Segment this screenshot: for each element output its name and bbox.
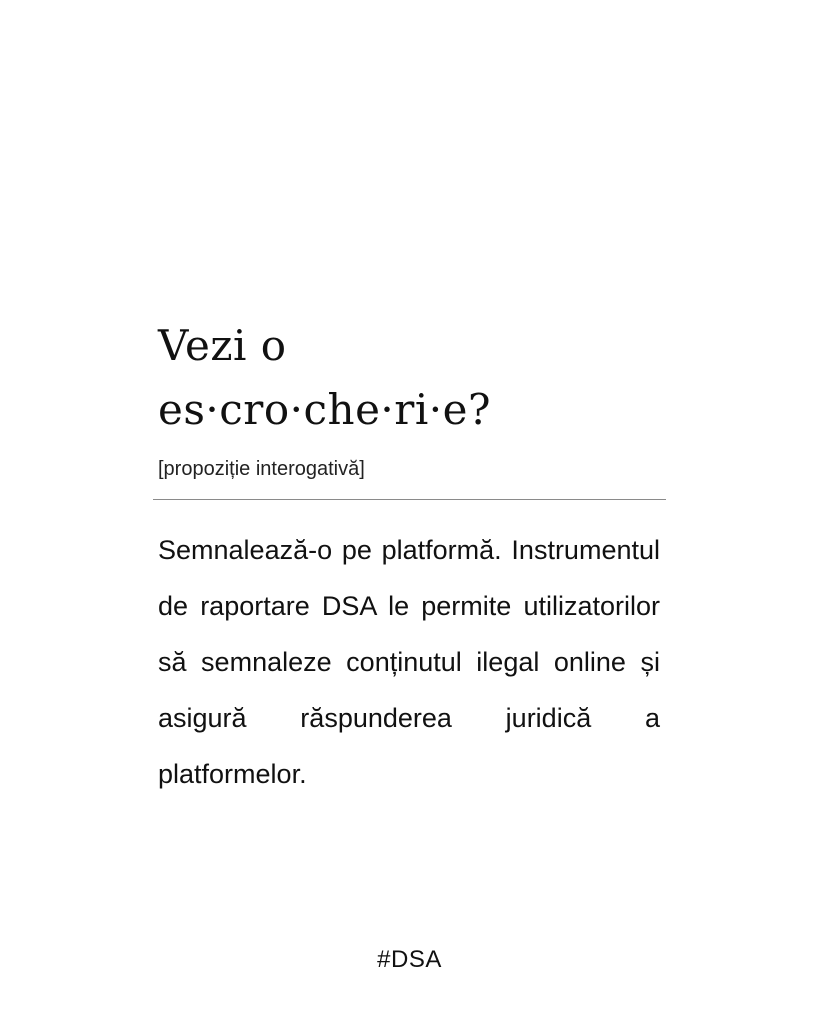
definition-text: Semnalează-o pe platformă. Instrumentul de raportare DSA le permite utilizatorilor să semnaleze conținutul ilegal online și asigură răspunderea juridică a platformelor. <box>158 535 660 789</box>
hashtag-label: #DSA <box>377 946 442 973</box>
headword-line-1: Vezi o <box>158 321 287 370</box>
part-of-speech-label: [propoziție interogativă] <box>158 458 365 480</box>
headword-line-2: es·cro·che·ri·e? <box>158 385 492 434</box>
divider-line <box>153 499 666 500</box>
headword-title <box>158 314 678 442</box>
